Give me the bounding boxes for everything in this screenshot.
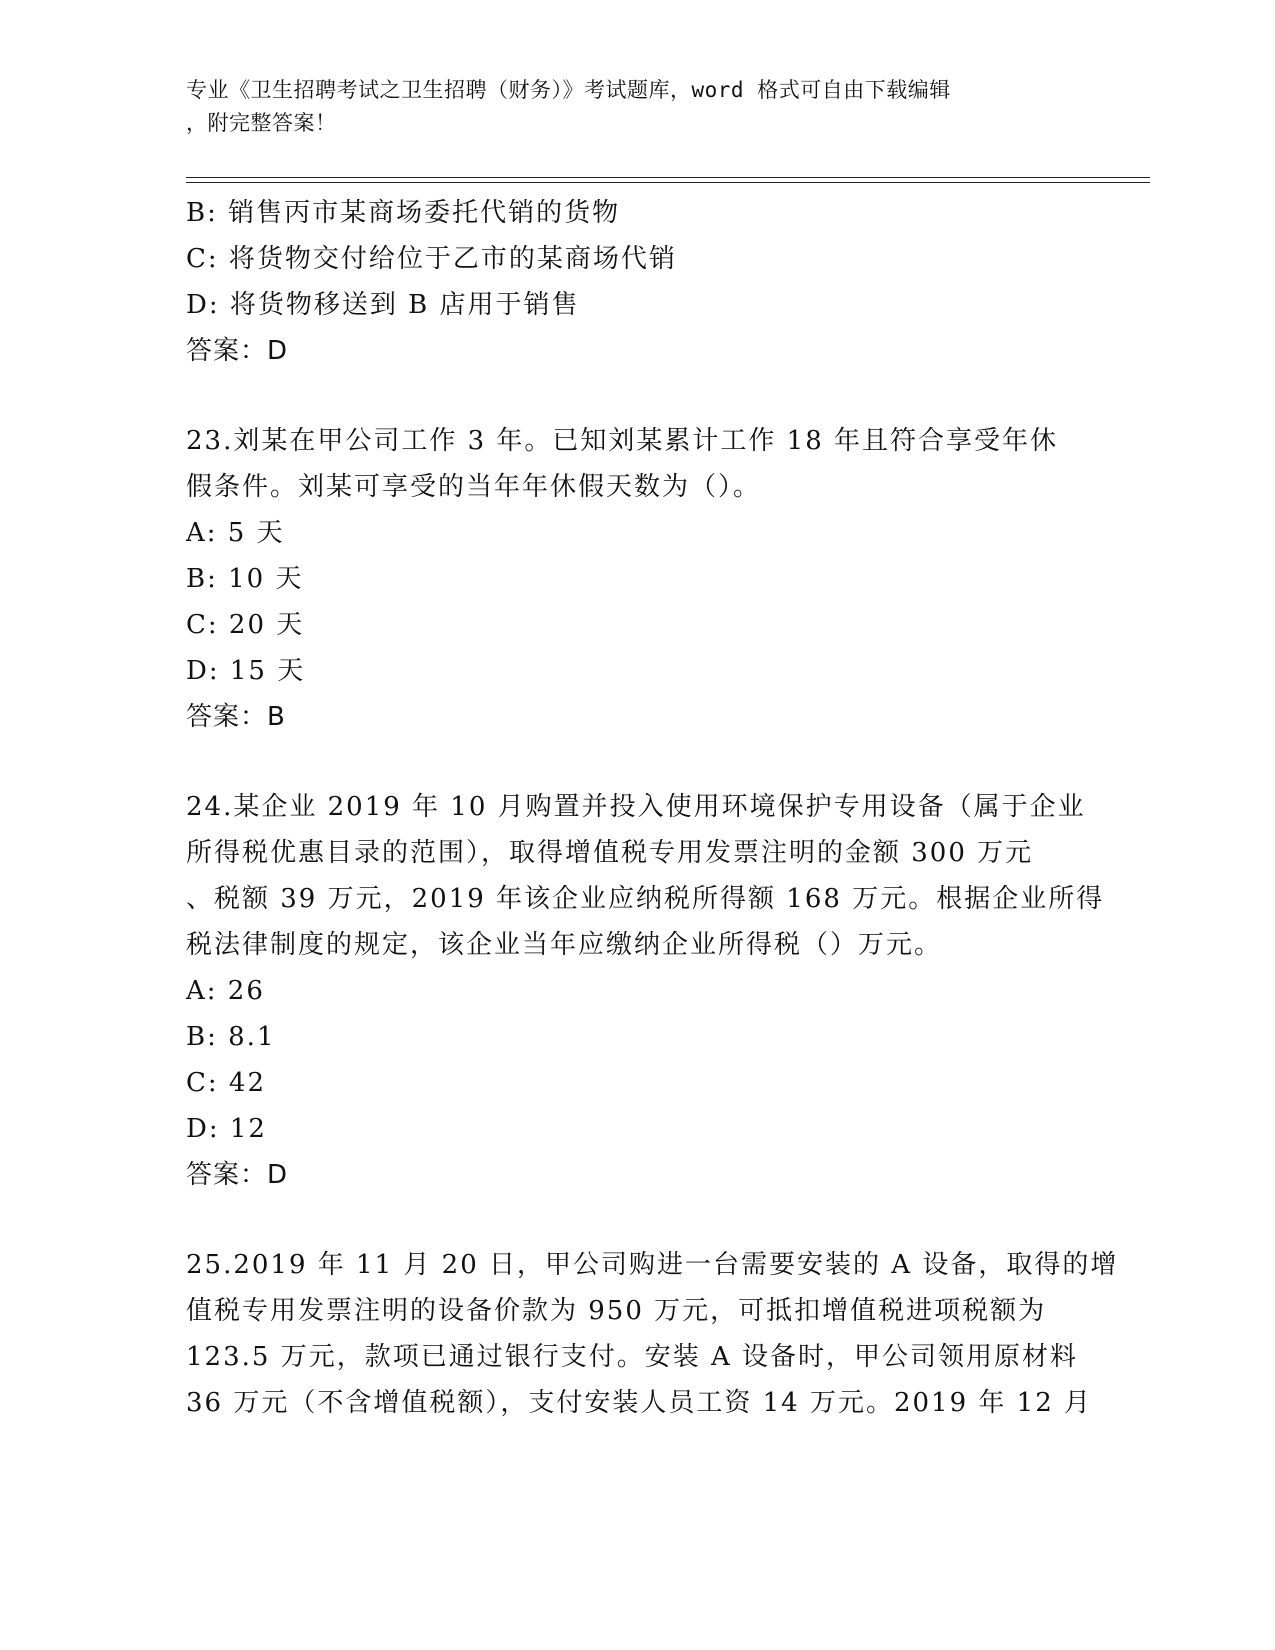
option-d: D: 15 天 [186, 656, 306, 686]
question-24 [186, 784, 1105, 1198]
option-b: B: 销售丙市某商场委托代销的货物 [186, 198, 621, 228]
option-c: C: 42 [186, 1068, 267, 1098]
question-stem-line: 、税额 39 万元，2019 年该企业应纳税所得额 168 万元。根据企业所得 [186, 884, 1105, 914]
option-c: C: 20 天 [186, 610, 305, 640]
option-b: B: 10 天 [186, 564, 304, 594]
answer: 答案：D [186, 336, 289, 366]
option-a: A: 26 [186, 976, 265, 1006]
header-line-2: ，附完整答案！ [186, 111, 337, 135]
question-stem-line: 25.2019 年 11 月 20 日，甲公司购进一台需要安装的 A 设备，取得的增 [186, 1250, 1119, 1280]
document-header [186, 74, 1086, 140]
question-list [186, 190, 1119, 1426]
spacer [186, 1198, 1086, 1242]
option-b: B: 8.1 [186, 1022, 276, 1052]
option-c: C: 将货物交付给位于乙市的某商场代销 [186, 244, 677, 274]
question-stem-line: 假条件。刘某可享受的当年年休假天数为（）。 [186, 472, 762, 502]
spacer [186, 740, 1086, 784]
spacer [186, 374, 1086, 418]
question-stem-line: 123.5 万元，款项已通过银行支付。安装 A 设备时，甲公司领用原材料 [186, 1342, 1079, 1372]
question-stem-line: 值税专用发票注明的设备价款为 950 万元，可抵扣增值税进项税额为 [186, 1296, 1047, 1326]
option-a: A: 5 天 [186, 518, 285, 548]
header-divider-top [186, 177, 1150, 178]
question-stem-line: 所得税优惠目录的范围），取得增值税专用发票注明的金额 300 万元 [186, 838, 1034, 868]
question-25 [186, 1242, 1119, 1426]
question-23 [186, 418, 1086, 740]
question-stem-line: 税法律制度的规定，该企业当年应缴纳企业所得税（）万元。 [186, 930, 943, 960]
option-d: D: 12 [186, 1114, 267, 1144]
header-divider-bottom [186, 182, 1150, 183]
answer: 答案：D [186, 1160, 289, 1190]
question-22 [186, 190, 1086, 374]
question-stem-line: 36 万元（不含增值税额），支付安装人员工资 14 万元。2019 年 12 月 [186, 1388, 1093, 1418]
question-stem-line: 24.某企业 2019 年 10 月购置并投入使用环境保护专用设备（属于企业 [186, 792, 1086, 822]
question-stem-line: 23.刘某在甲公司工作 3 年。已知刘某累计工作 18 年且符合享受年休 [186, 426, 1059, 456]
answer: 答案：B [186, 702, 286, 732]
option-d: D: 将货物移送到 B 店用于销售 [186, 290, 580, 320]
header-line-1: 专业《卫生招聘考试之卫生招聘（财务）》考试题库，word 格式可自由下载编辑 [186, 78, 951, 102]
